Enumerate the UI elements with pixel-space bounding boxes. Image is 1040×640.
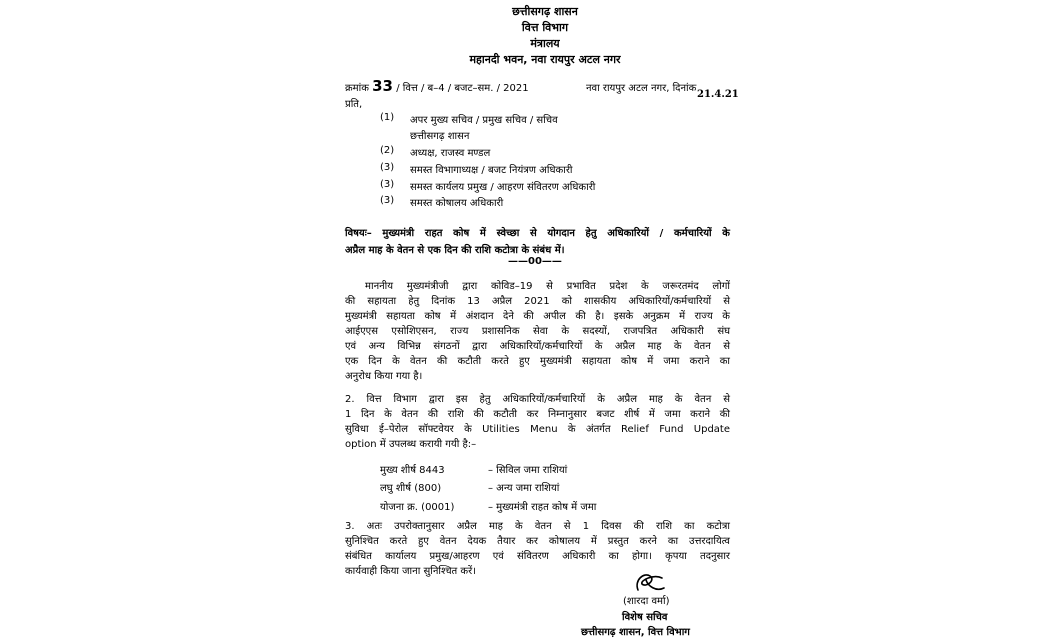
header-department: वित्त विभाग [521, 21, 569, 34]
subject-separator: ——00—— [508, 256, 562, 267]
paragraph-3-line: सुनिश्चित करते हुए वेतन देयक तैयार कर कोषालय में प्रस्तुत करने का उत्तरदायित्व [345, 536, 730, 547]
header-address: महानदी भवन, नवा रायपुर अटल नगर [469, 53, 621, 66]
reference-date: 21.4.21 [697, 89, 739, 100]
recipient-text: छत्तीसगढ़ शासन [410, 131, 470, 142]
recipient-text: अध्यक्ष, राजस्व मण्डल [410, 148, 491, 159]
recipient-number: (1) [380, 112, 395, 123]
signatory-name: (शारदा वर्मा) [623, 596, 670, 607]
paragraph-1-line: अनुरोध किया गया है। [345, 371, 423, 382]
recipient-number: (3) [380, 179, 395, 190]
reference-line [345, 77, 529, 95]
header-govt: छत्तीसगढ़ शासन [512, 5, 578, 18]
recipient-text: अपर मुख्य सचिव / प्रमुख सचिव / सचिव [410, 115, 558, 126]
subject-line: विषयः– मुख्यमंत्री राहत कोष में स्वेच्छा से योगदान हेतु अधिकारियों / कर्मचारियों के [345, 228, 730, 239]
paragraph-1-line: मुख्यमंत्री सहायता कोष में अंशदान देने की अपील की है। इसके अनुक्रम में राज्य के [345, 311, 730, 322]
paragraph-1-line: एक दिन के वेतन की कटौती करते हुए मुख्यमंत्री सहायता कोष में जमा कराने का [345, 356, 730, 367]
paragraph-2-line: 1 दिन के वेतन की राशि की कटौती कर निम्नानुसार बजट शीर्ष में जमा कराने की [345, 409, 730, 420]
recipient-text: समस्त विभागाध्यक्ष / बजट नियंत्रण अधिकारी [410, 165, 573, 176]
reference-place: नवा रायपुर अटल नगर, दिनांक [586, 83, 697, 94]
recipient-number: (3) [380, 195, 395, 206]
paragraph-1-line: माननीय मुख्यमंत्रीजी द्वारा कोविड–19 से प्रभावित प्रदेश के जरूरतमंद लोगों [365, 281, 730, 292]
reference-code: / वित्त / ब–4 / बजट–सम. / 2021 [396, 83, 529, 94]
subject-line: अप्रैल माह के वेतन से एक दिन की राशि कटोत्रा के संबंध में। [345, 245, 565, 256]
recipient-number: (3) [380, 162, 395, 173]
paragraph-1-line: आईएएस एसोशिएसन, राज्य प्रशासनिक सेवा के सदस्यों, राजपत्रित अधिकारी संघ [345, 326, 730, 337]
header-ministry: मंत्रालय [530, 37, 560, 50]
to-label: प्रति, [345, 99, 363, 110]
paragraph-3-line: 3. अतः उपरोक्तानुसार अप्रैल माह के वेतन से 1 दिवस की राशि का कटोत्रा [345, 521, 730, 532]
paragraph-1-line: की सहायता हेतु दिनांक 13 अप्रैल 2021 को शासकीय अधिकारियों/कर्मचारियों से [345, 296, 730, 307]
reference-number: 33 [372, 77, 393, 95]
paragraph-3-line: कार्यवाही किया जाना सुनिश्चित करें। [345, 566, 476, 577]
recipient-number: (2) [380, 145, 395, 156]
paragraph-1-line: एवं अन्य विभिन्न संगठनों द्वारा अधिकारियों/कर्मचारियों के अप्रैल माह के वेतन से [345, 341, 730, 352]
paragraph-2-line: 2. वित्त विभाग द्वारा इस हेतु अधिकारियों/कर्मचारियों के अप्रैल माह के वेतन से [345, 394, 730, 405]
signatory-designation: विशेष सचिव [622, 612, 668, 623]
budget-head-value: – अन्य जमा राशियां [488, 483, 560, 494]
budget-head-label: लघु शीर्ष (800) [380, 483, 442, 494]
signatory-office: छत्तीसगढ़ शासन, वित्त विभाग [581, 627, 690, 638]
paragraph-2-line: सुविधा ई–पेरोल सॉफ्टवेयर के Utilities Menu के अंतर्गत Relief Fund Update [345, 424, 730, 435]
budget-head-label: योजना क्र. (0001) [380, 502, 455, 513]
recipient-text: समस्त कोषालय अधिकारी [410, 198, 504, 209]
budget-head-value: – सिविल जमा राशियां [488, 465, 568, 476]
budget-head-value: – मुख्यमंत्री राहत कोष में जमा [488, 502, 597, 513]
paragraph-2-line: option में उपलब्ध करायी गयी है:– [345, 439, 477, 450]
paragraph-3-line: संबंधित कार्यालय प्रमुख/आहरण एवं संवितरण अधिकारी का होगा। कृपया तदनुसार [345, 551, 730, 562]
budget-head-label: मुख्य शीर्ष 8443 [380, 465, 445, 476]
reference-prefix: क्रमांक [345, 83, 369, 94]
recipient-text: समस्त कार्यलय प्रमुख / आहरण संवितरण अधिकारी [410, 182, 596, 193]
